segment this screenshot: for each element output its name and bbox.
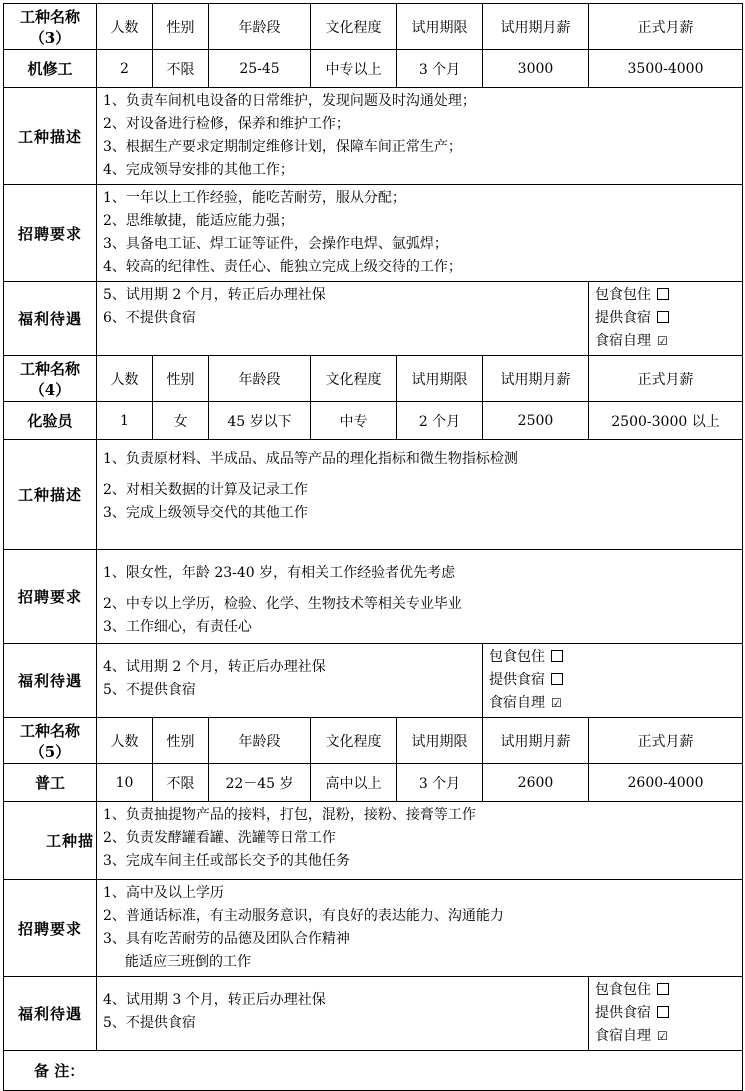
description-label: 工种描述 xyxy=(4,440,97,550)
job-gender: 不限 xyxy=(153,764,209,802)
recruitment-table xyxy=(3,3,743,1091)
description-row xyxy=(4,440,743,550)
requirements-row xyxy=(4,880,743,977)
job-name: 普工 xyxy=(4,764,97,802)
description-line: 3、根据生产要求定期制定维修计划，保障车间正常生产； xyxy=(103,139,462,155)
provide-board-option[interactable]: 提供食宿 xyxy=(489,669,736,692)
count-header: 人数 xyxy=(97,4,153,50)
benefit-line: 5、不提供食宿 xyxy=(103,1015,196,1031)
benefit-line: 5、试用期 2 个月，转正后办理社保 xyxy=(103,287,326,303)
requirement-line: 3、具备电工证、焊工证等证件，会操作电焊、氩弧焊； xyxy=(103,236,448,252)
requirements-row xyxy=(4,185,743,282)
checkbox-empty-icon[interactable] xyxy=(551,673,563,685)
checkbox-empty-icon[interactable] xyxy=(657,983,669,995)
self-lodging-option[interactable]: 食宿自理 ☑ xyxy=(595,333,668,349)
description-line: 2、对设备进行检修，保养和维护工作； xyxy=(103,116,350,132)
job-education: 高中以上 xyxy=(311,764,397,802)
requirement-line: 1、一年以上工作经验，能吃苦耐劳，服从分配； xyxy=(103,190,406,206)
self-lodging-option[interactable]: 食宿自理 ☑ xyxy=(595,1028,668,1044)
checkbox-empty-icon[interactable] xyxy=(551,650,563,662)
requirements-label: 招聘要求 xyxy=(4,880,97,977)
job-trial-salary: 3000 xyxy=(483,50,589,88)
trial-period-header: 试用期限 xyxy=(397,356,483,402)
description-text xyxy=(97,440,743,550)
requirements-label: 招聘要求 xyxy=(4,550,97,644)
job-count: 2 xyxy=(97,50,153,88)
requirement-line: 3、具有吃苦耐劳的品德及团队合作精神 xyxy=(103,931,350,947)
description-line: 1、负责抽提物产品的接料，打包，混粉，接粉、接膏等工作 xyxy=(103,807,476,823)
description-row xyxy=(4,88,743,185)
job-trial-period: 3 个月 xyxy=(397,764,483,802)
trial-salary-header: 试用期月薪 xyxy=(483,4,589,50)
benefits-row xyxy=(4,977,743,1051)
requirement-line: 4、较高的纪律性、责任心、能独立完成上级交待的工作； xyxy=(103,259,462,275)
checkbox-checked-icon[interactable]: ☑ xyxy=(657,334,668,348)
requirement-line: 2、中专以上学历，检验、化学、生物技术等相关专业毕业 xyxy=(103,596,462,612)
benefits-text xyxy=(97,977,589,1051)
job-values-row xyxy=(4,764,743,802)
requirements-text xyxy=(97,550,743,644)
requirement-line: 2、普通话标准，有主动服务意识，有良好的表达能力、沟通能力 xyxy=(103,908,504,924)
job-name: 机修工 xyxy=(4,50,97,88)
job-header-row xyxy=(4,4,743,50)
self-lodging-option[interactable]: 食宿自理 ☑ xyxy=(489,695,562,711)
benefits-label: 福利待遇 xyxy=(4,282,97,356)
trial-salary-header: 试用期月薪 xyxy=(483,356,589,402)
job-gender: 不限 xyxy=(153,50,209,88)
description-line: 2、对相关数据的计算及记录工作 xyxy=(103,482,308,498)
job-trial-salary: 2600 xyxy=(483,764,589,802)
job-formal-salary: 2600-4000 xyxy=(589,764,743,802)
requirements-text xyxy=(97,185,743,282)
description-row xyxy=(4,802,743,880)
job-trial-period: 2 个月 xyxy=(397,402,483,440)
description-line: 3、完成车间主任或部长交予的其他任务 xyxy=(103,853,350,869)
requirements-text xyxy=(97,880,743,977)
job-age: 25-45 xyxy=(209,50,311,88)
job-values-row xyxy=(4,402,743,440)
formal-salary-header: 正式月薪 xyxy=(589,718,743,764)
board-lodging-option[interactable]: 包食包住 xyxy=(595,979,736,1002)
lodging-options xyxy=(483,644,743,718)
education-header: 文化程度 xyxy=(311,356,397,402)
job-count: 10 xyxy=(97,764,153,802)
job-name-header: 工种名称 （5） xyxy=(4,718,97,764)
description-line: 3、完成上级领导交代的其他工作 xyxy=(103,505,308,521)
formal-salary-header: 正式月薪 xyxy=(589,4,743,50)
job-age: 45 岁以下 xyxy=(209,402,311,440)
job-header-row xyxy=(4,356,743,402)
trial-salary-header: 试用期月薪 xyxy=(483,718,589,764)
job-age: 22－45 岁 xyxy=(209,764,311,802)
education-header: 文化程度 xyxy=(311,4,397,50)
gender-header: 性别 xyxy=(153,718,209,764)
board-lodging-option[interactable]: 包食包住 xyxy=(489,646,736,669)
job-trial-period: 3 个月 xyxy=(397,50,483,88)
provide-board-option[interactable]: 提供食宿 xyxy=(595,1002,736,1025)
description-line: 1、负责车间机电设备的日常维护，发现问题及时沟通处理； xyxy=(103,93,476,109)
requirement-line: 3、工作细心，有责任心 xyxy=(103,619,252,635)
job-trial-salary: 2500 xyxy=(483,402,589,440)
description-label: 工种描 xyxy=(4,802,97,880)
age-header: 年龄段 xyxy=(209,718,311,764)
requirements-label: 招聘要求 xyxy=(4,185,97,282)
description-label: 工种描述 xyxy=(4,88,97,185)
checkbox-empty-icon[interactable] xyxy=(657,288,669,300)
job-education: 中专以上 xyxy=(311,50,397,88)
description-line: 1、负责原材料、半成品、成品等产品的理化指标和微生物指标检测 xyxy=(103,451,518,467)
count-header: 人数 xyxy=(97,718,153,764)
requirement-line: 2、思维敏捷，能适应能力强； xyxy=(103,213,294,229)
checkbox-checked-icon[interactable]: ☑ xyxy=(657,1029,668,1043)
benefits-text xyxy=(97,644,483,718)
benefits-label: 福利待遇 xyxy=(4,977,97,1051)
gender-header: 性别 xyxy=(153,4,209,50)
trial-period-header: 试用期限 xyxy=(397,718,483,764)
education-header: 文化程度 xyxy=(311,718,397,764)
description-line: 2、负责发酵罐看罐、洗罐等日常工作 xyxy=(103,830,336,846)
job-header-row xyxy=(4,718,743,764)
job-name: 化验员 xyxy=(4,402,97,440)
remarks-label: 备 注： xyxy=(4,1051,743,1091)
lodging-options xyxy=(589,977,743,1051)
job-formal-salary: 3500-4000 xyxy=(589,50,743,88)
provide-board-option[interactable]: 提供食宿 xyxy=(595,307,736,330)
age-header: 年龄段 xyxy=(209,4,311,50)
description-line: 4、完成领导安排的其他工作； xyxy=(103,162,294,178)
description-text xyxy=(97,88,743,185)
benefit-line: 6、不提供食宿 xyxy=(103,310,196,326)
job-name-header: 工种名称 （4） xyxy=(4,356,97,402)
requirements-row xyxy=(4,550,743,644)
job-gender: 女 xyxy=(153,402,209,440)
count-header: 人数 xyxy=(97,356,153,402)
benefits-row xyxy=(4,644,743,718)
board-lodging-option[interactable]: 包食包住 xyxy=(595,284,736,307)
job-education: 中专 xyxy=(311,402,397,440)
benefits-label: 福利待遇 xyxy=(4,644,97,718)
remarks-row xyxy=(4,1051,743,1091)
benefits-row xyxy=(4,282,743,356)
requirement-line: 1、限女性，年龄 23-40 岁，有相关工作经验者优先考虑 xyxy=(103,565,456,581)
benefits-text xyxy=(97,282,589,356)
job-formal-salary: 2500-3000 以上 xyxy=(589,402,743,440)
job-name-header: 工种名称 （3） xyxy=(4,4,97,50)
job-values-row xyxy=(4,50,743,88)
job-count: 1 xyxy=(97,402,153,440)
lodging-options xyxy=(589,282,743,356)
gender-header: 性别 xyxy=(153,356,209,402)
requirement-line: 1、高中及以上学历 xyxy=(103,885,224,901)
checkbox-empty-icon[interactable] xyxy=(657,1006,669,1018)
benefit-line: 5、不提供食宿 xyxy=(103,682,196,698)
description-text xyxy=(97,802,743,880)
formal-salary-header: 正式月薪 xyxy=(589,356,743,402)
age-header: 年龄段 xyxy=(209,356,311,402)
checkbox-checked-icon[interactable]: ☑ xyxy=(551,696,562,710)
checkbox-empty-icon[interactable] xyxy=(657,311,669,323)
benefit-line: 4、试用期 3 个月，转正后办理社保 xyxy=(103,992,326,1008)
benefit-line: 4、试用期 2 个月，转正后办理社保 xyxy=(103,659,326,675)
requirement-line: 能适应三班倒的工作 xyxy=(125,954,251,970)
trial-period-header: 试用期限 xyxy=(397,4,483,50)
